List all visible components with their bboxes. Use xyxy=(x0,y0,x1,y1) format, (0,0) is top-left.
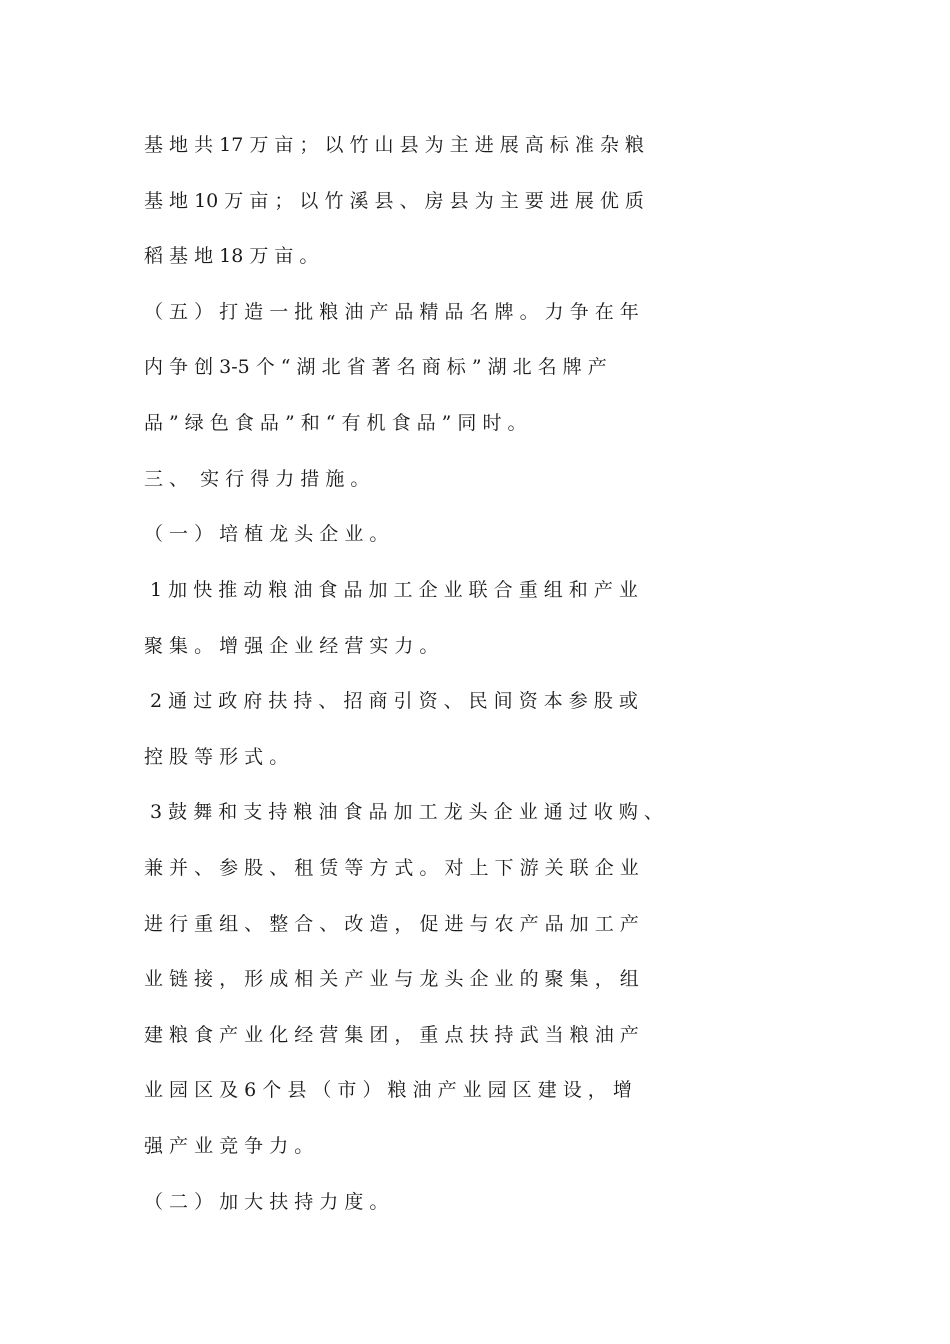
text-line: 内 争 创 3-5 个 “ 湖 北 省 著 名 商 标 ” 湖 北 名 牌 产 xyxy=(144,356,607,378)
text-line: 建 粮 食 产 业 化 经 营 集 团 ， 重 点 扶 持 武 当 粮 油 产 xyxy=(144,1024,639,1046)
text-line: 兼 并 、 参 股 、 租 赁 等 方 式 。 对 上 下 游 关 联 企 业 xyxy=(144,857,639,879)
text-line: 品 ” 绿 色 食 品 ” 和 “ 有 机 食 品 ” 同 时 。 xyxy=(144,412,527,434)
text-line: （ 五 ） 打 造 一 批 粮 油 产 品 精 品 名 牌 。 力 争 在 年 xyxy=(144,301,639,323)
text-line: 3 鼓 舞 和 支 持 粮 油 食 品 加 工 龙 头 企 业 通 过 收 购 、 xyxy=(144,801,663,823)
text-line: 业 园 区 及 6 个 县 （ 市 ） 粮 油 产 业 园 区 建 设 ， 增 xyxy=(144,1079,632,1101)
subsection-heading: （ 一 ） 培 植 龙 头 企 业 。 xyxy=(144,523,389,545)
text-line: 稻 基 地 18 万 亩 。 xyxy=(144,245,319,267)
text-line: 强 产 业 竞 争 力 。 xyxy=(144,1135,314,1157)
text-line: 聚 集 。 增 强 企 业 经 营 实 力 。 xyxy=(144,635,439,657)
text-line: 业 链 接 ， 形 成 相 关 产 业 与 龙 头 企 业 的 聚 集 ， 组 xyxy=(144,968,639,990)
text-line: 2 通 过 政 府 扶 持 、 招 商 引 资 、 民 间 资 本 参 股 或 xyxy=(144,690,638,712)
text-line: 控 股 等 形 式 。 xyxy=(144,746,289,768)
text-line: 1 加 快 推 动 粮 油 食 品 加 工 企 业 联 合 重 组 和 产 业 xyxy=(144,579,638,601)
text-line: 进 行 重 组 、 整 合 、 改 造 ， 促 进 与 农 产 品 加 工 产 xyxy=(144,913,639,935)
subsection-heading: （ 二 ） 加 大 扶 持 力 度 。 xyxy=(144,1191,389,1213)
text-line: 基 地 共 17 万 亩 ； 以 竹 山 县 为 主 进 展 高 标 准 杂 粮 xyxy=(144,134,644,156)
text-line: 基 地 10 万 亩 ； 以 竹 溪 县 、 房 县 为 主 要 进 展 优 质 xyxy=(144,190,644,212)
section-heading: 三 、 实 行 得 力 措 施 。 xyxy=(144,468,370,490)
